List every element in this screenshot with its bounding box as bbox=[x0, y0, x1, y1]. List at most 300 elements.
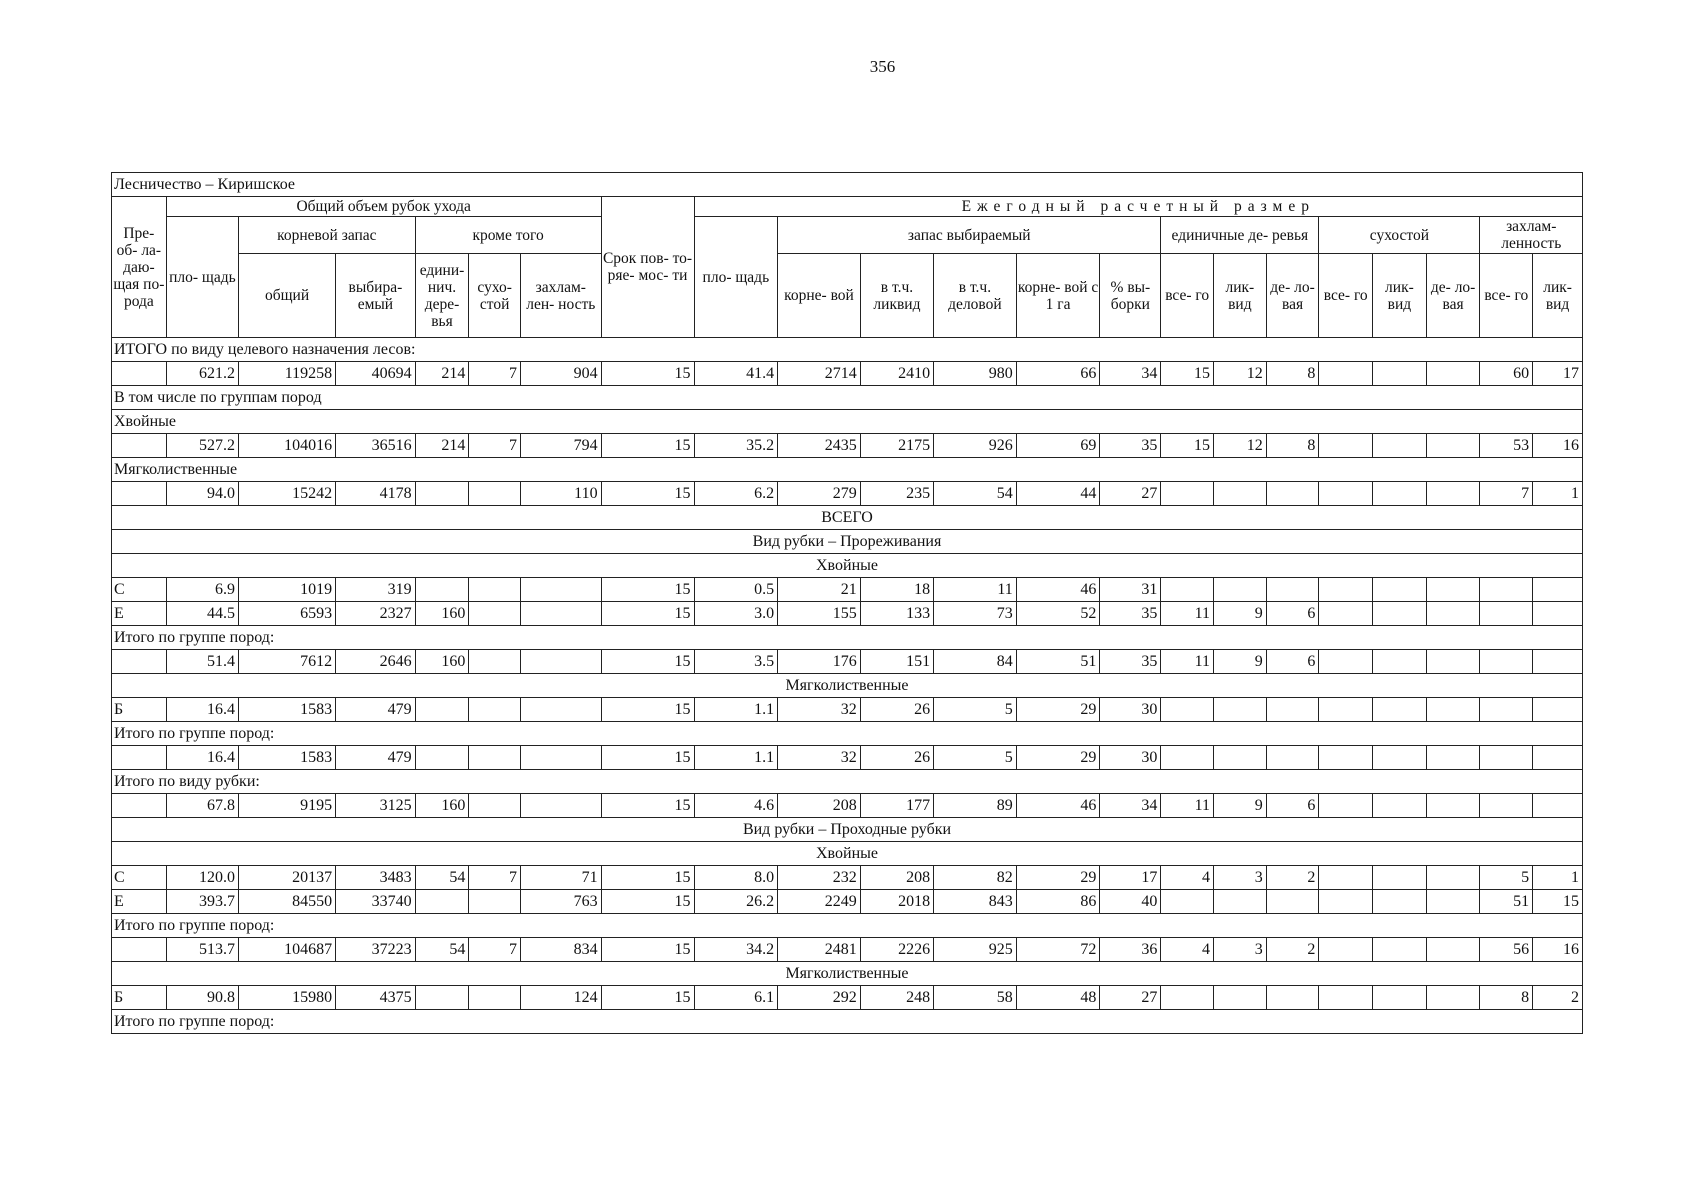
value-cell bbox=[1266, 482, 1319, 506]
value-cell: 232 bbox=[778, 866, 861, 890]
value-cell: 27 bbox=[1100, 986, 1161, 1010]
header-row-3 bbox=[112, 254, 1583, 338]
value-cell bbox=[1214, 578, 1267, 602]
value-cell: 18 bbox=[860, 578, 933, 602]
value-cell: 0.5 bbox=[694, 578, 778, 602]
value-cell bbox=[1266, 986, 1319, 1010]
value-cell: 2175 bbox=[860, 434, 933, 458]
value-cell: 26 bbox=[860, 746, 933, 770]
value-cell: 8 bbox=[1266, 362, 1319, 386]
value-cell: 6 bbox=[1266, 650, 1319, 674]
value-cell: 214 bbox=[415, 362, 469, 386]
value-cell bbox=[1214, 746, 1267, 770]
value-cell: 12 bbox=[1214, 362, 1267, 386]
species-cell bbox=[112, 362, 167, 386]
value-cell: 160 bbox=[415, 794, 469, 818]
table-row bbox=[112, 650, 1583, 674]
value-cell: 11 bbox=[1161, 602, 1214, 626]
value-cell: 2714 bbox=[778, 362, 861, 386]
species-cell bbox=[112, 650, 167, 674]
value-cell: 15 bbox=[1533, 890, 1583, 914]
value-cell bbox=[1319, 482, 1373, 506]
value-cell: 90.8 bbox=[166, 986, 238, 1010]
value-cell bbox=[1426, 578, 1480, 602]
value-cell: 235 bbox=[860, 482, 933, 506]
page-number: 356 bbox=[869, 57, 896, 76]
value-cell: 621.2 bbox=[166, 362, 238, 386]
table-row bbox=[112, 554, 1583, 578]
value-cell bbox=[1373, 746, 1427, 770]
table-row bbox=[112, 698, 1583, 722]
value-cell bbox=[1426, 482, 1480, 506]
value-cell: 3483 bbox=[336, 866, 416, 890]
value-cell: 16.4 bbox=[166, 698, 238, 722]
value-cell: 32 bbox=[778, 698, 861, 722]
value-cell bbox=[1161, 578, 1214, 602]
value-cell: 3125 bbox=[336, 794, 416, 818]
header-likvid: лик- вид bbox=[1214, 254, 1267, 338]
table-row bbox=[112, 818, 1583, 842]
value-cell bbox=[1266, 890, 1319, 914]
cutting-table bbox=[111, 172, 1583, 1034]
value-cell bbox=[1533, 602, 1583, 626]
value-cell: 11 bbox=[934, 578, 1017, 602]
group-label: Итого по группе пород: bbox=[112, 914, 1583, 938]
species-cell: Е bbox=[112, 602, 167, 626]
value-cell: 763 bbox=[521, 890, 602, 914]
value-cell bbox=[1533, 746, 1583, 770]
section-heading: ВСЕГО bbox=[112, 506, 1583, 530]
value-cell: 1.1 bbox=[694, 698, 778, 722]
value-cell: 124 bbox=[521, 986, 602, 1010]
value-cell bbox=[415, 482, 469, 506]
value-cell: 208 bbox=[860, 866, 933, 890]
table-row bbox=[112, 722, 1583, 746]
value-cell: 4 bbox=[1161, 866, 1214, 890]
value-cell: 12 bbox=[1214, 434, 1267, 458]
table-row bbox=[112, 866, 1583, 890]
value-cell bbox=[415, 698, 469, 722]
value-cell: 40 bbox=[1100, 890, 1161, 914]
value-cell: 34 bbox=[1100, 794, 1161, 818]
value-cell bbox=[1426, 866, 1480, 890]
value-cell bbox=[415, 746, 469, 770]
value-cell: 155 bbox=[778, 602, 861, 626]
value-cell: 15 bbox=[601, 698, 694, 722]
value-cell: 1583 bbox=[239, 746, 336, 770]
value-cell bbox=[1426, 938, 1480, 962]
value-cell: 479 bbox=[336, 698, 416, 722]
value-cell: 73 bbox=[934, 602, 1017, 626]
value-cell bbox=[1373, 938, 1427, 962]
value-cell: 7 bbox=[469, 362, 521, 386]
header-kornevoi: корне- вой bbox=[778, 254, 861, 338]
value-cell: 151 bbox=[860, 650, 933, 674]
value-cell: 15 bbox=[1161, 362, 1214, 386]
value-cell: 6.2 bbox=[694, 482, 778, 506]
value-cell: 794 bbox=[521, 434, 602, 458]
value-cell: 31 bbox=[1100, 578, 1161, 602]
value-cell bbox=[1480, 650, 1533, 674]
value-cell: 27 bbox=[1100, 482, 1161, 506]
value-cell bbox=[469, 650, 521, 674]
value-cell: 51 bbox=[1480, 890, 1533, 914]
value-cell: 51.4 bbox=[166, 650, 238, 674]
value-cell bbox=[521, 578, 602, 602]
value-cell: 4375 bbox=[336, 986, 416, 1010]
value-cell: 15 bbox=[601, 938, 694, 962]
value-cell bbox=[1214, 698, 1267, 722]
group-label: Итого по виду рубки: bbox=[112, 770, 1583, 794]
value-cell: 9 bbox=[1214, 794, 1267, 818]
table-row bbox=[112, 890, 1583, 914]
value-cell bbox=[415, 890, 469, 914]
value-cell: 15 bbox=[601, 434, 694, 458]
table-row bbox=[112, 626, 1583, 650]
value-cell: 58 bbox=[934, 986, 1017, 1010]
value-cell bbox=[1373, 650, 1427, 674]
header-row-2 bbox=[112, 217, 1583, 254]
table-row bbox=[112, 338, 1583, 362]
value-cell bbox=[1319, 746, 1373, 770]
value-cell bbox=[1373, 578, 1427, 602]
value-cell: 9 bbox=[1214, 602, 1267, 626]
value-cell: 17 bbox=[1533, 362, 1583, 386]
header-vt-delovoi: в т.ч. деловой bbox=[934, 254, 1017, 338]
value-cell: 51 bbox=[1016, 650, 1100, 674]
value-cell: 54 bbox=[415, 938, 469, 962]
value-cell: 843 bbox=[934, 890, 1017, 914]
value-cell: 54 bbox=[934, 482, 1017, 506]
header-annual: Ежегодный расчетный размер bbox=[694, 197, 1582, 217]
value-cell: 84 bbox=[934, 650, 1017, 674]
value-cell: 29 bbox=[1016, 698, 1100, 722]
value-cell: 3 bbox=[1214, 866, 1267, 890]
value-cell bbox=[1319, 602, 1373, 626]
value-cell: 30 bbox=[1100, 698, 1161, 722]
value-cell: 527.2 bbox=[166, 434, 238, 458]
value-cell: 104016 bbox=[239, 434, 336, 458]
value-cell bbox=[1373, 794, 1427, 818]
value-cell: 35 bbox=[1100, 434, 1161, 458]
header-srok: Срок пов- то- ряе- мос- ти bbox=[601, 197, 694, 338]
value-cell bbox=[521, 746, 602, 770]
value-cell bbox=[1373, 482, 1427, 506]
species-cell bbox=[112, 746, 167, 770]
value-cell bbox=[1373, 890, 1427, 914]
value-cell: 110 bbox=[521, 482, 602, 506]
value-cell: 15 bbox=[601, 794, 694, 818]
value-cell: 513.7 bbox=[166, 938, 238, 962]
header-litter: захлам- ленность bbox=[1480, 217, 1583, 254]
value-cell bbox=[1319, 650, 1373, 674]
value-cell: 2 bbox=[1533, 986, 1583, 1010]
value-cell: 2226 bbox=[860, 938, 933, 962]
table-row bbox=[112, 578, 1583, 602]
value-cell: 980 bbox=[934, 362, 1017, 386]
species-cell: С bbox=[112, 578, 167, 602]
header-vybiraemyi: выбира- емый bbox=[336, 254, 416, 338]
value-cell bbox=[1373, 866, 1427, 890]
value-cell: 6.9 bbox=[166, 578, 238, 602]
value-cell: 119258 bbox=[239, 362, 336, 386]
value-cell: 11 bbox=[1161, 650, 1214, 674]
group-label: Хвойные bbox=[112, 410, 1583, 434]
value-cell: 1019 bbox=[239, 578, 336, 602]
value-cell: 46 bbox=[1016, 578, 1100, 602]
value-cell bbox=[1373, 602, 1427, 626]
value-cell bbox=[1426, 650, 1480, 674]
value-cell: 4178 bbox=[336, 482, 416, 506]
value-cell bbox=[469, 602, 521, 626]
value-cell: 319 bbox=[336, 578, 416, 602]
value-cell bbox=[1426, 698, 1480, 722]
value-cell bbox=[1426, 434, 1480, 458]
value-cell bbox=[1426, 746, 1480, 770]
value-cell bbox=[1373, 986, 1427, 1010]
value-cell bbox=[1214, 986, 1267, 1010]
header-pct-vyborki: % вы- борки bbox=[1100, 254, 1161, 338]
value-cell: 17 bbox=[1100, 866, 1161, 890]
header-likvid2: лик- вид bbox=[1373, 254, 1427, 338]
value-cell: 214 bbox=[415, 434, 469, 458]
value-cell: 2327 bbox=[336, 602, 416, 626]
value-cell: 6.1 bbox=[694, 986, 778, 1010]
header-vt-likvid: в т.ч. ликвид bbox=[860, 254, 933, 338]
value-cell bbox=[1319, 938, 1373, 962]
value-cell bbox=[469, 578, 521, 602]
header-poroda: Пре- об- ла- даю- щая по- рода bbox=[112, 197, 167, 338]
value-cell: 2646 bbox=[336, 650, 416, 674]
value-cell: 133 bbox=[860, 602, 933, 626]
value-cell: 292 bbox=[778, 986, 861, 1010]
table-row bbox=[112, 1010, 1583, 1034]
table-row bbox=[112, 962, 1583, 986]
value-cell: 36516 bbox=[336, 434, 416, 458]
value-cell: 15 bbox=[601, 362, 694, 386]
value-cell: 15 bbox=[601, 482, 694, 506]
header-sukhostoi: сухо- стой bbox=[469, 254, 521, 338]
value-cell bbox=[1214, 890, 1267, 914]
value-cell: 393.7 bbox=[166, 890, 238, 914]
value-cell bbox=[469, 698, 521, 722]
value-cell: 3.5 bbox=[694, 650, 778, 674]
value-cell: 44.5 bbox=[166, 602, 238, 626]
value-cell: 248 bbox=[860, 986, 933, 1010]
value-cell: 15 bbox=[601, 866, 694, 890]
species-cell bbox=[112, 794, 167, 818]
value-cell: 160 bbox=[415, 602, 469, 626]
value-cell bbox=[1319, 434, 1373, 458]
header-obshchiy: общий bbox=[239, 254, 336, 338]
header-zakhlamlennost: захлам- лен- ность bbox=[521, 254, 602, 338]
value-cell: 2410 bbox=[860, 362, 933, 386]
species-cell: Е bbox=[112, 890, 167, 914]
value-cell bbox=[1426, 602, 1480, 626]
value-cell: 40694 bbox=[336, 362, 416, 386]
value-cell bbox=[1319, 890, 1373, 914]
value-cell: 48 bbox=[1016, 986, 1100, 1010]
group-label: ИТОГО по виду целевого назначения лесов: bbox=[112, 338, 1583, 362]
table-row bbox=[112, 986, 1583, 1010]
header-stock-selected: запас выбираемый bbox=[778, 217, 1161, 254]
value-cell: 1 bbox=[1533, 482, 1583, 506]
value-cell: 3.0 bbox=[694, 602, 778, 626]
value-cell: 177 bbox=[860, 794, 933, 818]
value-cell: 66 bbox=[1016, 362, 1100, 386]
value-cell: 16.4 bbox=[166, 746, 238, 770]
header-total-volume: Общий объем рубок ухода bbox=[166, 197, 601, 217]
value-cell bbox=[1480, 602, 1533, 626]
value-cell: 94.0 bbox=[166, 482, 238, 506]
value-cell: 20137 bbox=[239, 866, 336, 890]
value-cell: 904 bbox=[521, 362, 602, 386]
value-cell: 54 bbox=[415, 866, 469, 890]
value-cell: 2 bbox=[1266, 866, 1319, 890]
value-cell: 120.0 bbox=[166, 866, 238, 890]
value-cell bbox=[1533, 578, 1583, 602]
value-cell bbox=[1373, 698, 1427, 722]
group-label: В том числе по группам пород bbox=[112, 386, 1583, 410]
table-row bbox=[112, 602, 1583, 626]
value-cell: 15 bbox=[601, 746, 694, 770]
value-cell: 15980 bbox=[239, 986, 336, 1010]
value-cell: 1 bbox=[1533, 866, 1583, 890]
table-row bbox=[112, 938, 1583, 962]
value-cell bbox=[415, 986, 469, 1010]
value-cell bbox=[1161, 746, 1214, 770]
value-cell: 16 bbox=[1533, 434, 1583, 458]
group-label: Итого по группе пород: bbox=[112, 722, 1583, 746]
value-cell: 32 bbox=[778, 746, 861, 770]
value-cell: 7 bbox=[469, 938, 521, 962]
header-vsego2: все- го bbox=[1319, 254, 1373, 338]
value-cell bbox=[1161, 986, 1214, 1010]
value-cell: 8 bbox=[1480, 986, 1533, 1010]
value-cell: 6593 bbox=[239, 602, 336, 626]
species-cell bbox=[112, 482, 167, 506]
header-root-stock: корневой запас bbox=[239, 217, 416, 254]
value-cell: 2249 bbox=[778, 890, 861, 914]
header-vsego: все- го bbox=[1161, 254, 1214, 338]
group-label: Итого по группе пород: bbox=[112, 626, 1583, 650]
value-cell: 2018 bbox=[860, 890, 933, 914]
value-cell: 926 bbox=[934, 434, 1017, 458]
section-heading: Хвойные bbox=[112, 842, 1583, 866]
value-cell bbox=[415, 578, 469, 602]
value-cell bbox=[1426, 890, 1480, 914]
table-row bbox=[112, 770, 1583, 794]
value-cell: 15 bbox=[601, 602, 694, 626]
value-cell bbox=[1373, 362, 1427, 386]
value-cell bbox=[1533, 650, 1583, 674]
value-cell: 67.8 bbox=[166, 794, 238, 818]
value-cell: 1583 bbox=[239, 698, 336, 722]
value-cell bbox=[1319, 986, 1373, 1010]
species-cell bbox=[112, 434, 167, 458]
value-cell: 72 bbox=[1016, 938, 1100, 962]
value-cell: 26 bbox=[860, 698, 933, 722]
species-cell bbox=[112, 938, 167, 962]
value-cell: 6 bbox=[1266, 794, 1319, 818]
value-cell bbox=[1161, 698, 1214, 722]
species-cell: Б bbox=[112, 986, 167, 1010]
value-cell: 34 bbox=[1100, 362, 1161, 386]
value-cell bbox=[1480, 746, 1533, 770]
section-heading: Вид рубки – Проходные рубки bbox=[112, 818, 1583, 842]
species-cell: Б bbox=[112, 698, 167, 722]
value-cell: 60 bbox=[1480, 362, 1533, 386]
value-cell bbox=[1533, 794, 1583, 818]
value-cell: 5 bbox=[934, 698, 1017, 722]
value-cell: 479 bbox=[336, 746, 416, 770]
value-cell bbox=[1319, 866, 1373, 890]
value-cell bbox=[521, 650, 602, 674]
table-row bbox=[112, 434, 1583, 458]
value-cell: 104687 bbox=[239, 938, 336, 962]
value-cell: 15 bbox=[601, 986, 694, 1010]
title-row bbox=[112, 173, 1583, 197]
value-cell: 7 bbox=[469, 434, 521, 458]
value-cell: 16 bbox=[1533, 938, 1583, 962]
value-cell bbox=[469, 746, 521, 770]
section-heading: Хвойные bbox=[112, 554, 1583, 578]
group-label: Мягколиственные bbox=[112, 458, 1583, 482]
value-cell: 15 bbox=[601, 890, 694, 914]
value-cell bbox=[1533, 698, 1583, 722]
value-cell: 34.2 bbox=[694, 938, 778, 962]
value-cell: 5 bbox=[1480, 866, 1533, 890]
value-cell: 26.2 bbox=[694, 890, 778, 914]
value-cell bbox=[469, 986, 521, 1010]
value-cell: 925 bbox=[934, 938, 1017, 962]
value-cell: 2 bbox=[1266, 938, 1319, 962]
header-besides: кроме того bbox=[415, 217, 601, 254]
value-cell: 56 bbox=[1480, 938, 1533, 962]
table-row bbox=[112, 674, 1583, 698]
value-cell: 176 bbox=[778, 650, 861, 674]
value-cell bbox=[521, 698, 602, 722]
value-cell: 3 bbox=[1214, 938, 1267, 962]
group-label: Итого по группе пород: bbox=[112, 1010, 1583, 1034]
value-cell: 41.4 bbox=[694, 362, 778, 386]
value-cell: 89 bbox=[934, 794, 1017, 818]
value-cell bbox=[1480, 578, 1533, 602]
table-row bbox=[112, 842, 1583, 866]
section-heading: Мягколиственные bbox=[112, 962, 1583, 986]
value-cell: 29 bbox=[1016, 866, 1100, 890]
value-cell: 8.0 bbox=[694, 866, 778, 890]
value-cell: 160 bbox=[415, 650, 469, 674]
value-cell bbox=[1266, 698, 1319, 722]
value-cell: 8 bbox=[1266, 434, 1319, 458]
value-cell: 71 bbox=[521, 866, 602, 890]
value-cell bbox=[521, 794, 602, 818]
value-cell bbox=[1319, 794, 1373, 818]
value-cell: 4 bbox=[1161, 938, 1214, 962]
value-cell: 53 bbox=[1480, 434, 1533, 458]
value-cell: 4.6 bbox=[694, 794, 778, 818]
value-cell: 6 bbox=[1266, 602, 1319, 626]
value-cell: 1.1 bbox=[694, 746, 778, 770]
table-row bbox=[112, 914, 1583, 938]
header-delovaya2: де- ло- вая bbox=[1426, 254, 1480, 338]
table-title: Лесничество – Киришское bbox=[112, 173, 1583, 197]
header-area2: пло- щадь bbox=[694, 217, 778, 338]
table-row bbox=[112, 794, 1583, 818]
value-cell bbox=[1161, 482, 1214, 506]
table-row bbox=[112, 530, 1583, 554]
